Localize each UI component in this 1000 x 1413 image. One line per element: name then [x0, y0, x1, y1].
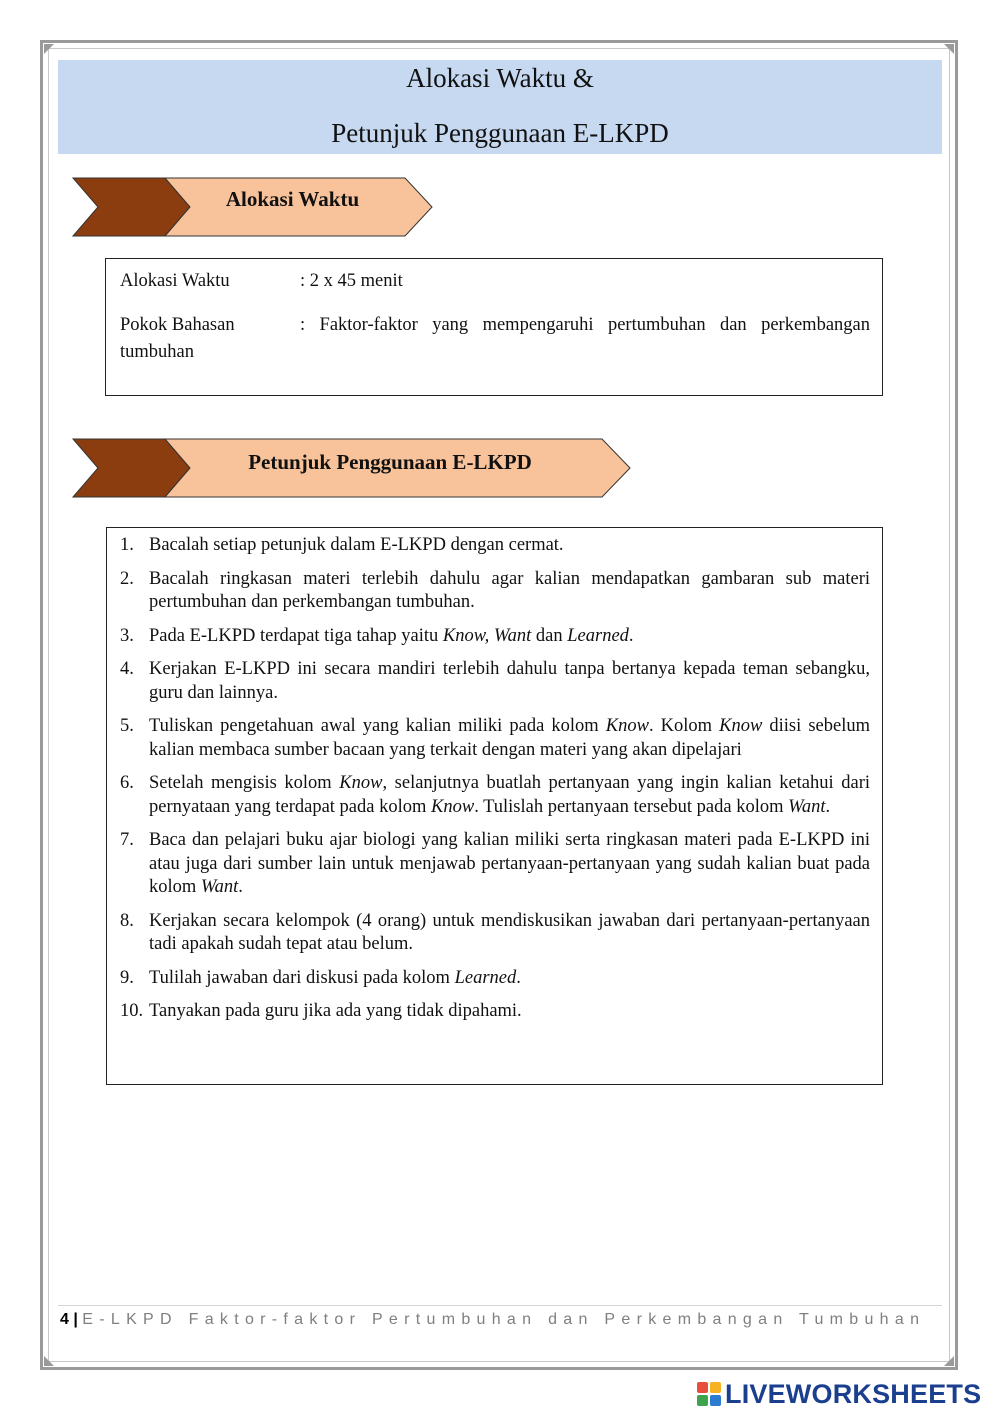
instruction-text: .	[238, 877, 243, 897]
frame-corner-top-left	[44, 44, 54, 54]
pokok-bahasan-value: : Faktor-faktor yang mempengaruhi pertumbuhan dan perkembangan	[300, 315, 870, 335]
instruction-text: Tuliskan pengetahuan awal yang kalian miliki pada kolom	[149, 716, 606, 736]
instruction-item	[120, 658, 870, 705]
liveworksheets-logo-icon	[697, 1382, 721, 1406]
instruction-text: .	[825, 796, 831, 817]
instructions-list	[120, 534, 870, 1034]
instruction-text: Kerjakan E-LKPD ini secara mandiri terlebih dahulu tanpa bertanya kepada teman sebangku, guru dan lainnya.	[149, 659, 870, 703]
instruction-emphasis: Know	[605, 716, 649, 736]
instruction-text: .	[628, 625, 634, 646]
page-title-band	[58, 60, 942, 154]
instruction-number: 1.	[120, 535, 134, 555]
instruction-item	[120, 772, 870, 819]
instruction-text: Tulilah jawaban dari diskusi pada kolom	[149, 967, 455, 988]
alokasi-value: : 2 x 45 menit	[300, 271, 403, 291]
instruction-number: 2.	[120, 568, 134, 589]
instruction-item	[120, 534, 870, 558]
instruction-item	[120, 967, 870, 991]
instruction-text: , selanjutnya buatlah pertanyaan yang ingin kalian ketahui dari pernyataan yang terdapat pada kolom	[149, 773, 870, 817]
instruction-text: Bacalah ringkasan materi terlebih dahulu agar kalian mendapatkan gambaran sub materi pertumbuhan dan perkembangan tumbuhan.	[149, 568, 870, 612]
footer-divider	[58, 1305, 942, 1306]
instruction-text: Tanyakan pada guru jika ada yang tidak dipahami.	[149, 1001, 522, 1021]
instruction-emphasis: Want	[788, 796, 826, 817]
instruction-text: Pada E-LKPD terdapat tiga tahap yaitu	[149, 625, 443, 646]
instruction-emphasis: Want	[200, 877, 239, 897]
page-footer	[60, 1310, 925, 1330]
instruction-number: 4.	[120, 659, 134, 679]
instruction-text: .	[516, 967, 521, 988]
page-title-line1: Alokasi Waktu &	[406, 63, 594, 93]
instruction-item	[120, 715, 870, 762]
instruction-number: 3.	[120, 625, 134, 646]
instruction-item	[120, 625, 870, 649]
instruction-number: 7.	[120, 830, 134, 850]
instruction-text: . Kolom	[648, 716, 720, 736]
instruction-item	[120, 910, 870, 957]
instruction-emphasis: Know	[719, 716, 763, 736]
liveworksheets-logo-text: LIVEWORKSHEETS	[725, 1378, 982, 1409]
instruction-text: . Tulislah pertanyaan tersebut pada kolom	[474, 796, 789, 817]
alokasi-label: Alokasi Waktu	[120, 271, 230, 291]
instruction-number: 10.	[120, 1001, 144, 1021]
section2-heading: Petunjuk Penggunaan E-LKPD	[248, 450, 532, 474]
frame-corner-top-right	[944, 44, 954, 54]
instruction-text: Kerjakan secara kelompok (4 orang) untuk mendiskusikan jawaban dari pertanyaan-pertanyaan tadi apakah sudah tepat atau belum.	[149, 910, 870, 954]
instruction-number: 5.	[120, 716, 134, 736]
instruction-text: Bacalah setiap petunjuk dalam E-LKPD dengan cermat.	[149, 535, 564, 555]
pokok-bahasan-continuation: tumbuhan	[120, 342, 194, 362]
instruction-text: Setelah mengisis kolom	[149, 773, 340, 793]
instruction-number: 8.	[120, 910, 134, 931]
instruction-emphasis: Know	[431, 796, 475, 817]
frame-corner-bottom-right	[944, 1356, 954, 1366]
instruction-item	[120, 829, 870, 900]
footer-title: E-LKPD Faktor-faktor Pertumbuhan dan Perkembangan Tumbuhan	[82, 1311, 926, 1328]
instruction-number: 6.	[120, 773, 134, 793]
liveworksheets-logo	[697, 1379, 981, 1409]
instruction-emphasis: Learned	[567, 625, 629, 646]
page-title-line2: Petunjuk Penggunaan E-LKPD	[331, 118, 669, 148]
instruction-item	[120, 568, 870, 615]
instruction-text: dan	[531, 625, 568, 646]
section1-heading: Alokasi Waktu	[225, 187, 360, 211]
instruction-emphasis: Know, Want	[442, 625, 532, 646]
pokok-bahasan-label: Pokok Bahasan	[120, 315, 235, 335]
instruction-item	[120, 1000, 870, 1024]
instruction-emphasis: Learned	[454, 967, 517, 988]
frame-corner-bottom-left	[44, 1356, 54, 1366]
instruction-text: Baca dan pelajari buku ajar biologi yang kalian miliki serta ringkasan materi pada E-LKPD ini atau juga dari sumber lain untuk menjawab pertanyaan-pertanyaan yang sudah kalian buat pada kolom	[149, 830, 870, 897]
instruction-emphasis: Know	[339, 773, 383, 793]
instruction-text: diisi sebelum kalian membaca sumber bacaan yang terkait dengan materi yang akan dipelajari	[149, 716, 871, 760]
footer-page-number: 4 |	[60, 1311, 78, 1328]
instruction-number: 9.	[120, 967, 134, 988]
